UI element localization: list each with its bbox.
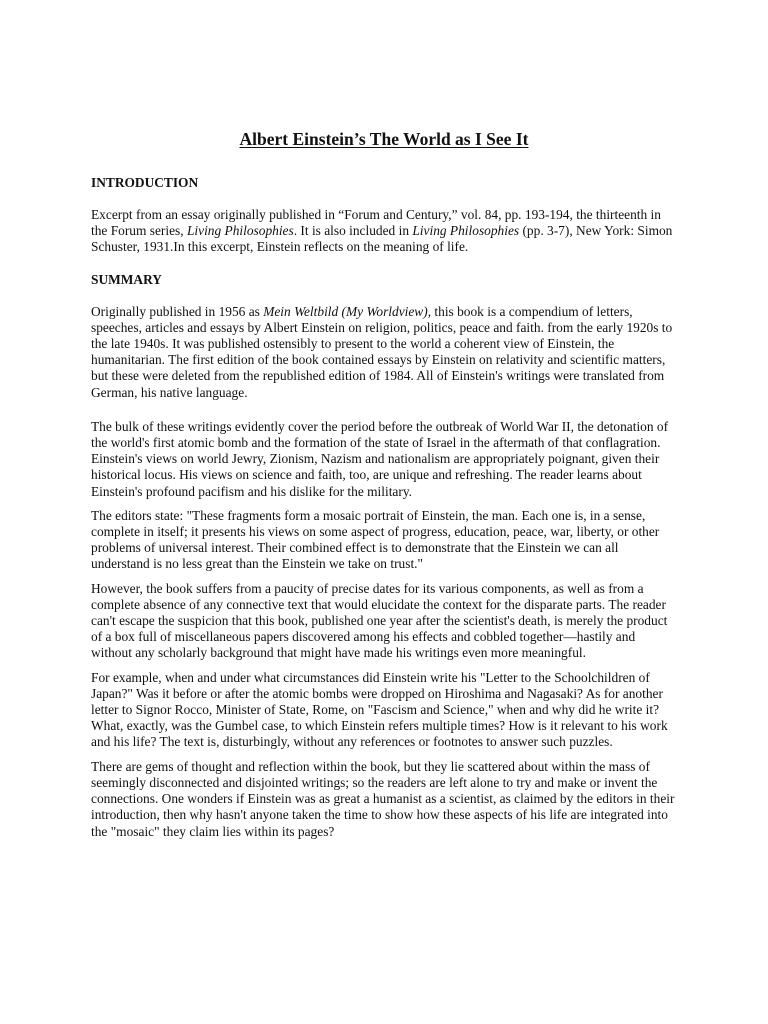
intro-text-2: . It is also included in — [293, 223, 413, 239]
summary-paragraph-2: The bulk of these writings evidently cover the period before the outbreak of World War II, the detonation of the world's first atomic bomb and the formation of the state of Israel in the aftermath of that conflagration. Einstein's views on world Jewry, Zionism, Nazism and nationalism are appropriately poignant, given their historical locus. His views on science and faith, too, are unique and refreshing. The reader learns about Einstein's profound pacifism and his dislike for the military. — [91, 418, 669, 499]
introduction-paragraph — [91, 207, 677, 256]
document-title: Albert Einstein’s The World as I See It — [239, 129, 529, 149]
summary-paragraph-6: There are gems of thought and reflection within the book, but they lie scattered about within the mass of seemingly disconnected and disjointed writings; so the readers are left alone to try and make or invent the connections. One wonders if Einstein was as great a humanist as a scientist, as claimed by the editors in their introduction, then why hasn't anyone taken the time to show how these aspects of his life are integrated into the "mosaic" they claim lies within its pages? — [91, 758, 675, 839]
summary-italic: Mein Weltbild (My Worldview) — [263, 303, 428, 319]
summary-text-2: , this book is a compendium of letters, speeches, articles and essays by Albert Einstein on religion, politics, peace and faith. from the early 1920s to the late 1940s. It was published ostensibly to present to the world a coherent view of Einstein, the humanitarian. The first edition of the book contained essays by Einstein on relativity and scientific matters, but these were deleted from the republished edition of 1984. All of Einstein's writings were translated from German, his native language. — [91, 303, 673, 400]
summary-heading: SUMMARY — [91, 271, 162, 287]
summary-paragraph-1 — [91, 304, 677, 401]
intro-italic-2: Living Philosophies — [412, 223, 520, 239]
intro-text-3: (pp. 3-7), New York: Simon Schuster, 1931.In this excerpt, Einstein reflects on the meaning of life. — [91, 223, 673, 255]
summary-text-1: Originally published in 1956 as — [91, 303, 264, 319]
document-page — [91, 128, 677, 840]
summary-paragraph-3: The editors state: "These fragments form a mosaic portrait of Einstein, the man. Each one is, in a sense, complete in itself; it presents his views on some aspect of progress, education, peace, war, liberty, or other problems of universal interest. Their combined effect is to demonstrate that the Einstein we can all understand is no less great than the Einstein we take on trust." — [91, 507, 660, 572]
summary-paragraph-5: For example, when and under what circumstances did Einstein write his "Letter to the Schoolchildren of Japan?" Was it before or after the atomic bombs were dropped on Hiroshima and Nagasaki? As for another letter to Signor Rocco, Minister of State, Rome, on "Fascism and Science," when and why did he write it? What, exactly, was the Gumbel case, to which Einstein refers multiple times? How is it relevant to his work and his life? The text is, disturbingly, without any references or footnotes to answer such puzzles. — [91, 669, 668, 750]
intro-italic-1: Living Philosophies — [186, 223, 294, 239]
introduction-heading: INTRODUCTION — [91, 175, 199, 190]
summary-paragraph-4: However, the book suffers from a paucity of precise dates for its various components, as well as from a complete absence of any connective text that would elucidate the context for the disparate parts. The reader can't escape the suspicion that this book, published one year after the scientist's death, is merely the product of a box full of miscellaneous papers discovered among his effects and cobbled together—hastily and without any scholarly background that might have made his writings even more meaningful. — [91, 580, 668, 661]
intro-text-1: Excerpt from an essay originally published in “Forum and Century,” vol. 84, pp. 193-194, the thirteenth in the Forum series, — [91, 207, 661, 239]
